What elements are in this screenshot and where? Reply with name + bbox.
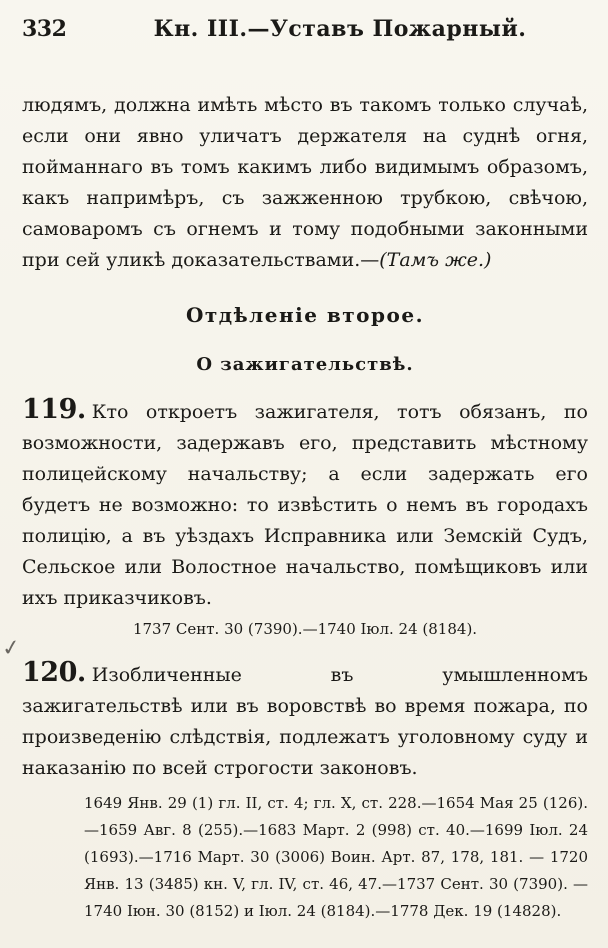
article-120-paragraph xyxy=(22,657,588,784)
intro-paragraph-source: (Тамъ же.) xyxy=(379,249,492,271)
article-119 xyxy=(22,394,588,643)
article-120 xyxy=(22,657,588,925)
article-119-citation: 1737 Сент. 30 (7390).—1740 Іюл. 24 (8184). xyxy=(132,620,478,638)
article-120-number: 120. xyxy=(22,657,86,688)
intro-paragraph xyxy=(22,90,588,276)
intro-paragraph-text: людямъ, должна имѣть мѣсто въ такомъ только случаѣ, если они явно уличатъ держателя на суднѣ огня, пойманнаго въ томъ какимъ либо видимымъ образомъ, какъ напримѣръ, съ зажженною трубкою, свѣчою, самоваромъ съ огнемъ и тому подобными законными при сей уликѣ доказательствами.— xyxy=(22,94,588,271)
sub-heading: О зажигательствѣ. xyxy=(196,354,414,375)
article-120-text: Изобличенные въ умышленномъ зажигательствѣ или въ воровствѣ во время пожара, по произведенію слѣдствія, подлежатъ уголовному суду и наказанію по всей строгости законовъ. xyxy=(22,664,588,779)
margin-checkmark-icon: ✓ xyxy=(0,634,23,663)
running-head: Кн. III.—Уставъ Пожарный. xyxy=(153,16,527,42)
article-119-paragraph xyxy=(22,394,588,614)
article-119-text: Кто откроетъ зажигателя, тотъ обязанъ, по возможности, задержавъ его, представить мѣстному полицейскому начальству; а если задержать его будетъ не возможно: то извѣстить о немъ въ городахъ полицію, а въ уѣздахъ Исправника или Земскій Судъ, Сельское или Волостное начальство, помѣщиковъ или ихъ приказчиковъ. xyxy=(22,401,588,609)
page-header xyxy=(22,0,588,54)
section-heading: Отдѣленіе второе. xyxy=(185,303,425,327)
article-120-citation: 1649 Янв. 29 (1) гл. II, ст. 4; гл. X, ст. 228.—1654 Мая 25 (126).—1659 Авг. 8 (255).—1683 Март. 2 (998) ст. 40.—1699 Іюл. 24 (1693).—1716 Март. 30 (3006) Воин. Арт. 87, 178, 181. — 1720 Янв. 13 (3485) кн. V, гл. IV, ст. 46, 47.—1737 Сент. 30 (7390). — 1740 Іюн. 30 (8152) и Іюл. 24 (8184).—1778 Дек. 19 (14828). xyxy=(84,794,588,920)
article-119-number: 119. xyxy=(22,394,86,425)
page-number: 332 xyxy=(22,16,67,42)
